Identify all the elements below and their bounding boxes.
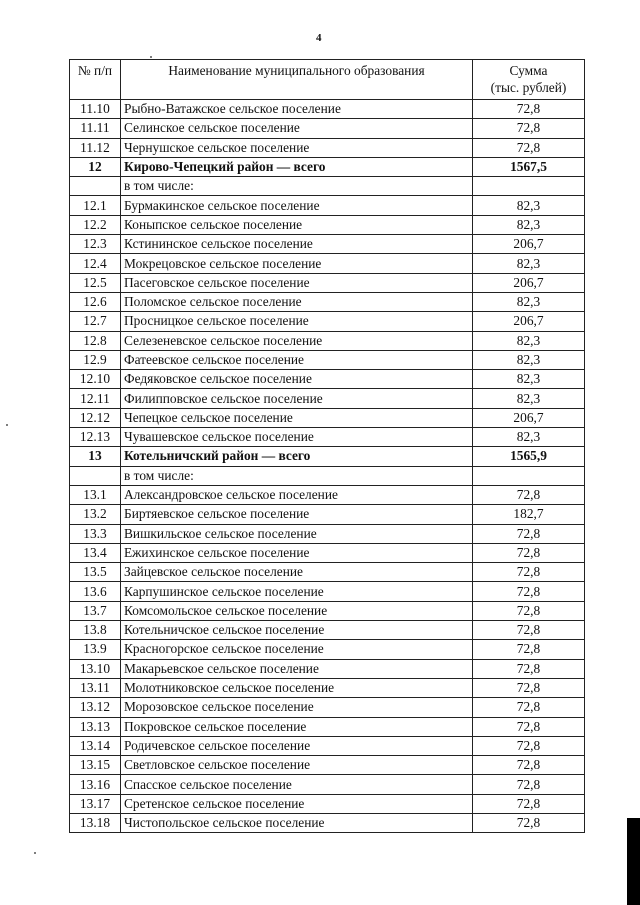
- row-number: 12.13: [70, 428, 121, 447]
- row-number: 12.11: [70, 389, 121, 408]
- row-number: 13.1: [70, 485, 121, 504]
- table-row: [70, 312, 585, 331]
- table-row: [70, 370, 585, 389]
- row-sum: 82,3: [473, 331, 585, 350]
- row-number: 12.5: [70, 273, 121, 292]
- row-name: Бурмакинское сельское поселение: [121, 196, 473, 215]
- table-row: [70, 292, 585, 311]
- row-number: 13.10: [70, 659, 121, 678]
- row-name: Спасское сельское поселение: [121, 775, 473, 794]
- row-sum: 72,8: [473, 485, 585, 504]
- row-sum: 82,3: [473, 350, 585, 369]
- scan-edge-mark: [627, 818, 640, 905]
- row-number: 13.9: [70, 640, 121, 659]
- row-name: Мокрецовское сельское поселение: [121, 254, 473, 273]
- header-sum-line2: (тыс. рублей): [490, 80, 567, 95]
- table-row: [70, 350, 585, 369]
- row-name: Биртяевское сельское поселение: [121, 505, 473, 524]
- allocation-table: [69, 59, 585, 833]
- row-number: 12: [70, 157, 121, 176]
- row-sum: 72,8: [473, 601, 585, 620]
- row-number: 12.3: [70, 235, 121, 254]
- table-row: [70, 717, 585, 736]
- row-name: Сретенское сельское поселение: [121, 794, 473, 813]
- row-number: 12.12: [70, 408, 121, 427]
- table-row: [70, 485, 585, 504]
- header-name: Наименование муниципального образования: [121, 60, 473, 100]
- header-sum-line1: Сумма: [509, 63, 548, 78]
- row-sum: 182,7: [473, 505, 585, 524]
- row-name: Чепецкое сельское поселение: [121, 408, 473, 427]
- row-number: 13.7: [70, 601, 121, 620]
- row-number: [70, 466, 121, 485]
- row-sum: 72,8: [473, 813, 585, 832]
- table-row: [70, 254, 585, 273]
- row-number: 13.6: [70, 582, 121, 601]
- table-row: [70, 640, 585, 659]
- row-name: Кирово-Чепецкий район — всего: [121, 157, 473, 176]
- scan-speck: [6, 424, 8, 426]
- row-sum: 206,7: [473, 273, 585, 292]
- table-row: [70, 119, 585, 138]
- row-number: 12.6: [70, 292, 121, 311]
- row-sum: 206,7: [473, 408, 585, 427]
- row-sum: 82,3: [473, 370, 585, 389]
- row-name: Просницкое сельское поселение: [121, 312, 473, 331]
- table-row: [70, 389, 585, 408]
- row-number: 12.7: [70, 312, 121, 331]
- row-sum: 72,8: [473, 659, 585, 678]
- row-number: 13.12: [70, 698, 121, 717]
- table-row: [70, 794, 585, 813]
- row-name: в том числе:: [121, 177, 473, 196]
- row-name: в том числе:: [121, 466, 473, 485]
- row-number: 13.18: [70, 813, 121, 832]
- table-row: [70, 678, 585, 697]
- row-sum: 72,8: [473, 717, 585, 736]
- row-name: Макарьевское сельское поселение: [121, 659, 473, 678]
- row-sum: 72,8: [473, 775, 585, 794]
- row-number: 13.14: [70, 736, 121, 755]
- table-row: [70, 601, 585, 620]
- row-number: 12.1: [70, 196, 121, 215]
- row-number: 13.13: [70, 717, 121, 736]
- row-number: 13.8: [70, 621, 121, 640]
- row-number: 11.10: [70, 100, 121, 119]
- row-sum: [473, 177, 585, 196]
- table-row: [70, 466, 585, 485]
- row-number: 13.15: [70, 756, 121, 775]
- row-name: Морозовское сельское поселение: [121, 698, 473, 717]
- table-row: [70, 177, 585, 196]
- table-row: [70, 582, 585, 601]
- row-name: Пасеговское сельское поселение: [121, 273, 473, 292]
- row-sum: 1567,5: [473, 157, 585, 176]
- table-row: [70, 408, 585, 427]
- row-name: Селинское сельское поселение: [121, 119, 473, 138]
- table-row: [70, 157, 585, 176]
- row-name: Ежихинское сельское поселение: [121, 543, 473, 562]
- table-row: [70, 543, 585, 562]
- header-sum: [473, 60, 585, 100]
- table-row: [70, 813, 585, 832]
- table-header-row: [70, 60, 585, 100]
- row-sum: 82,3: [473, 215, 585, 234]
- row-number: 11.12: [70, 138, 121, 157]
- row-name: Молотниковское сельское поселение: [121, 678, 473, 697]
- row-name: Поломское сельское поселение: [121, 292, 473, 311]
- row-number: 12.8: [70, 331, 121, 350]
- table-row: [70, 138, 585, 157]
- row-sum: 206,7: [473, 312, 585, 331]
- table-row: [70, 563, 585, 582]
- row-name: Родичевское сельское поселение: [121, 736, 473, 755]
- table-row: [70, 196, 585, 215]
- row-name: Покровское сельское поселение: [121, 717, 473, 736]
- row-name: Карпушинское сельское поселение: [121, 582, 473, 601]
- row-number: 11.11: [70, 119, 121, 138]
- row-name: Зайцевское сельское поселение: [121, 563, 473, 582]
- row-name: Александровское сельское поселение: [121, 485, 473, 504]
- table-row: [70, 621, 585, 640]
- table-row: [70, 331, 585, 350]
- row-sum: 72,8: [473, 794, 585, 813]
- row-name: Котельничский район — всего: [121, 447, 473, 466]
- row-name: Котельничское сельское поселение: [121, 621, 473, 640]
- row-sum: 82,3: [473, 254, 585, 273]
- row-sum: 72,8: [473, 621, 585, 640]
- row-number: 13.2: [70, 505, 121, 524]
- row-sum: 1565,9: [473, 447, 585, 466]
- row-name: Федяковское сельское поселение: [121, 370, 473, 389]
- row-sum: 82,3: [473, 196, 585, 215]
- row-number: 13: [70, 447, 121, 466]
- row-name: Селезеневское сельское поселение: [121, 331, 473, 350]
- row-number: 12.9: [70, 350, 121, 369]
- row-name: Чистопольское сельское поселение: [121, 813, 473, 832]
- row-number: 13.17: [70, 794, 121, 813]
- row-number: 13.16: [70, 775, 121, 794]
- table-row: [70, 273, 585, 292]
- row-name: Кстининское сельское поселение: [121, 235, 473, 254]
- row-sum: 72,8: [473, 582, 585, 601]
- table-row: [70, 698, 585, 717]
- row-sum: 72,8: [473, 563, 585, 582]
- row-number: 12.2: [70, 215, 121, 234]
- row-number: 12.10: [70, 370, 121, 389]
- row-number: 13.5: [70, 563, 121, 582]
- table-row: [70, 447, 585, 466]
- scan-speck: [34, 852, 36, 854]
- row-name: Филипповское сельское поселение: [121, 389, 473, 408]
- row-number: 13.3: [70, 524, 121, 543]
- table-row: [70, 505, 585, 524]
- row-name: Вишкильское сельское поселение: [121, 524, 473, 543]
- row-sum: 72,8: [473, 119, 585, 138]
- row-sum: 82,3: [473, 292, 585, 311]
- row-sum: 206,7: [473, 235, 585, 254]
- table-row: [70, 756, 585, 775]
- row-sum: [473, 466, 585, 485]
- row-name: Светловское сельское поселение: [121, 756, 473, 775]
- table-row: [70, 775, 585, 794]
- row-sum: 82,3: [473, 428, 585, 447]
- table-row: [70, 100, 585, 119]
- row-sum: 72,8: [473, 100, 585, 119]
- row-name: Коныпское сельское поселение: [121, 215, 473, 234]
- row-name: Комсомольское сельское поселение: [121, 601, 473, 620]
- row-number: 13.11: [70, 678, 121, 697]
- table-row: [70, 524, 585, 543]
- row-name: Фатеевское сельское поселение: [121, 350, 473, 369]
- table-row: [70, 736, 585, 755]
- row-sum: 72,8: [473, 756, 585, 775]
- row-sum: 72,8: [473, 138, 585, 157]
- row-sum: 72,8: [473, 736, 585, 755]
- row-sum: 82,3: [473, 389, 585, 408]
- table-body: [70, 100, 585, 833]
- row-sum: 72,8: [473, 524, 585, 543]
- row-sum: 72,8: [473, 698, 585, 717]
- table-row: [70, 659, 585, 678]
- row-name: Красногорское сельское поселение: [121, 640, 473, 659]
- header-number: № п/п: [70, 60, 121, 100]
- row-sum: 72,8: [473, 543, 585, 562]
- row-sum: 72,8: [473, 678, 585, 697]
- row-name: Рыбно-Ватажское сельское поселение: [121, 100, 473, 119]
- row-name: Чувашевское сельское поселение: [121, 428, 473, 447]
- row-sum: 72,8: [473, 640, 585, 659]
- row-number: 12.4: [70, 254, 121, 273]
- table-row: [70, 215, 585, 234]
- row-number: [70, 177, 121, 196]
- table-row: [70, 428, 585, 447]
- scan-speck: [150, 56, 152, 58]
- page-number: 4: [316, 32, 322, 44]
- row-number: 13.4: [70, 543, 121, 562]
- table-row: [70, 235, 585, 254]
- row-name: Чернушское сельское поселение: [121, 138, 473, 157]
